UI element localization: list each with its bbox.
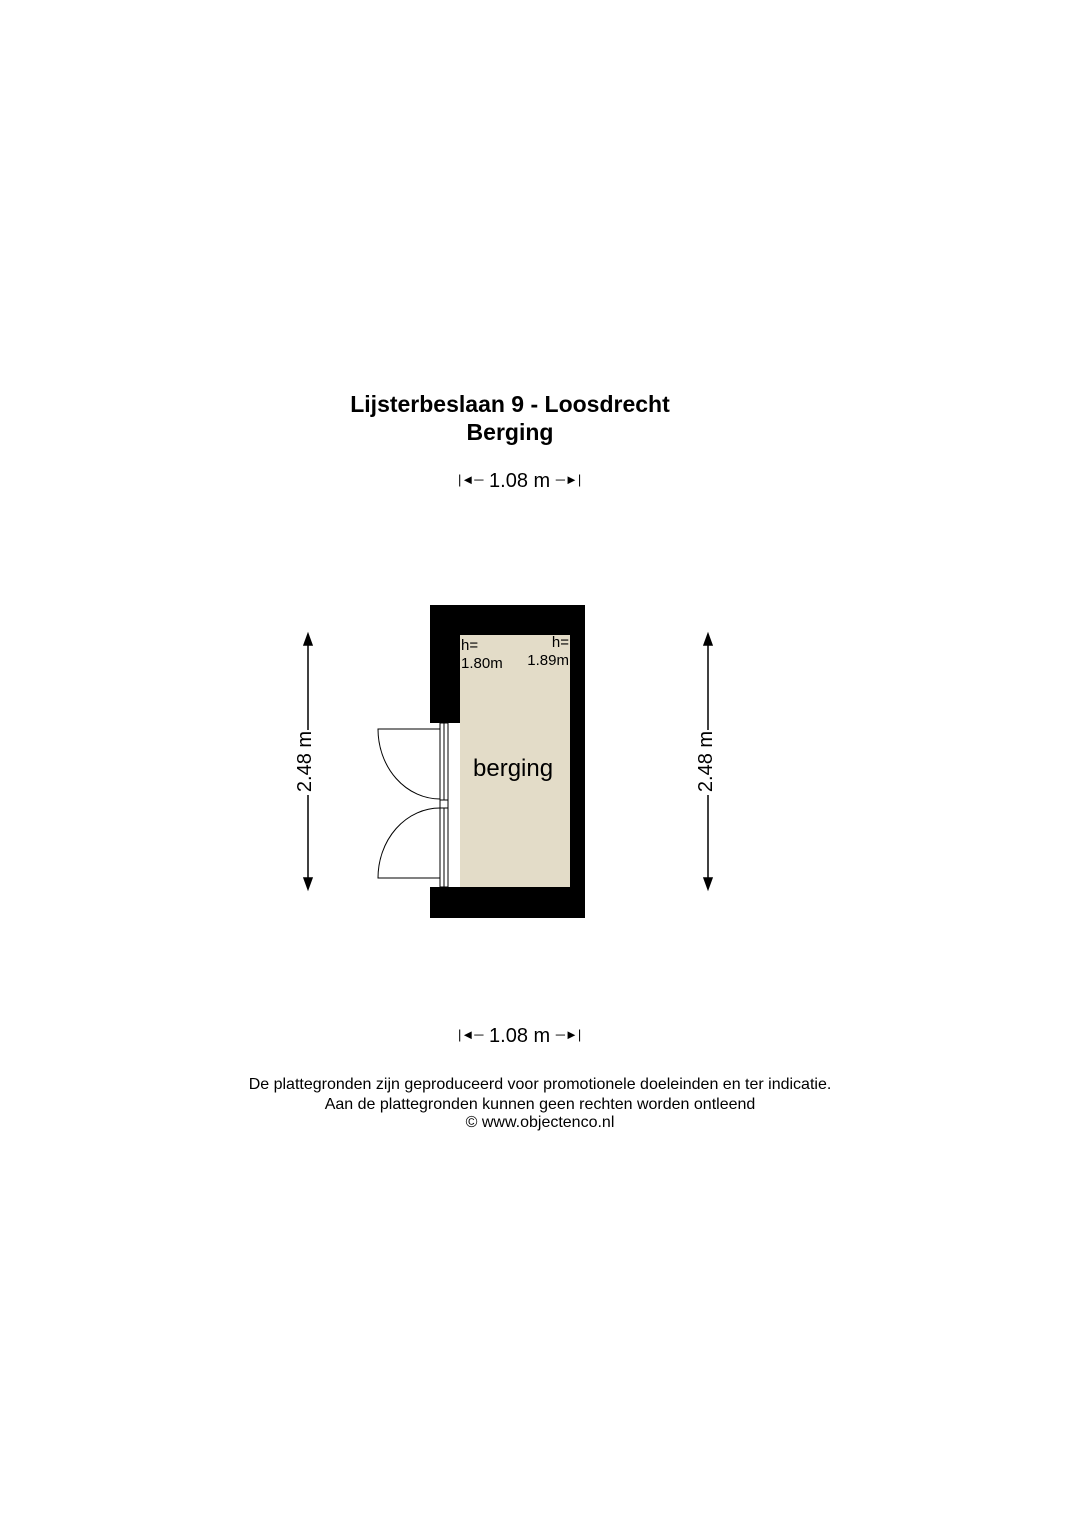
- disclaimer-line-2: Aan de plattegronden kunnen geen rechten worden ontleend: [324, 1096, 756, 1113]
- ceiling-height-right-label: h=: [551, 634, 569, 651]
- ceiling-height-right: [524, 634, 569, 670]
- right-arrow-icon: ─►|: [555, 1027, 582, 1043]
- width-dimension-bottom-label: 1.08 m: [489, 1025, 551, 1047]
- left-arrow-icon: |◄─: [458, 472, 484, 488]
- width-dimension-top-label: 1.08 m: [489, 470, 551, 492]
- room-name: berging: [473, 755, 554, 782]
- double-door: [378, 723, 448, 887]
- width-dimension-bottom: [458, 1025, 581, 1048]
- ceiling-height-right-value: 1.89m: [527, 652, 569, 669]
- floorplan-title: Lijsterbeslaan 9 - Loosdrecht: [350, 391, 670, 417]
- ceiling-height-left-label: h=: [461, 637, 479, 654]
- height-dimension-right-label: 2.48 m: [695, 730, 718, 793]
- disclaimer-line-1: De plattegronden zijn geproduceerd voor promotionele doeleinden en ter indicatie.: [248, 1076, 832, 1093]
- height-dimension-left-label: 2.48 m: [294, 730, 317, 793]
- ceiling-height-left: [461, 637, 503, 673]
- left-arrow-icon: |◄─: [458, 1027, 484, 1043]
- right-arrow-icon: ─►|: [555, 472, 582, 488]
- ceiling-height-left-value: 1.80m: [461, 655, 503, 672]
- floor-name: Berging: [466, 419, 554, 445]
- copyright-notice: © www.objectenco.nl: [465, 1114, 615, 1131]
